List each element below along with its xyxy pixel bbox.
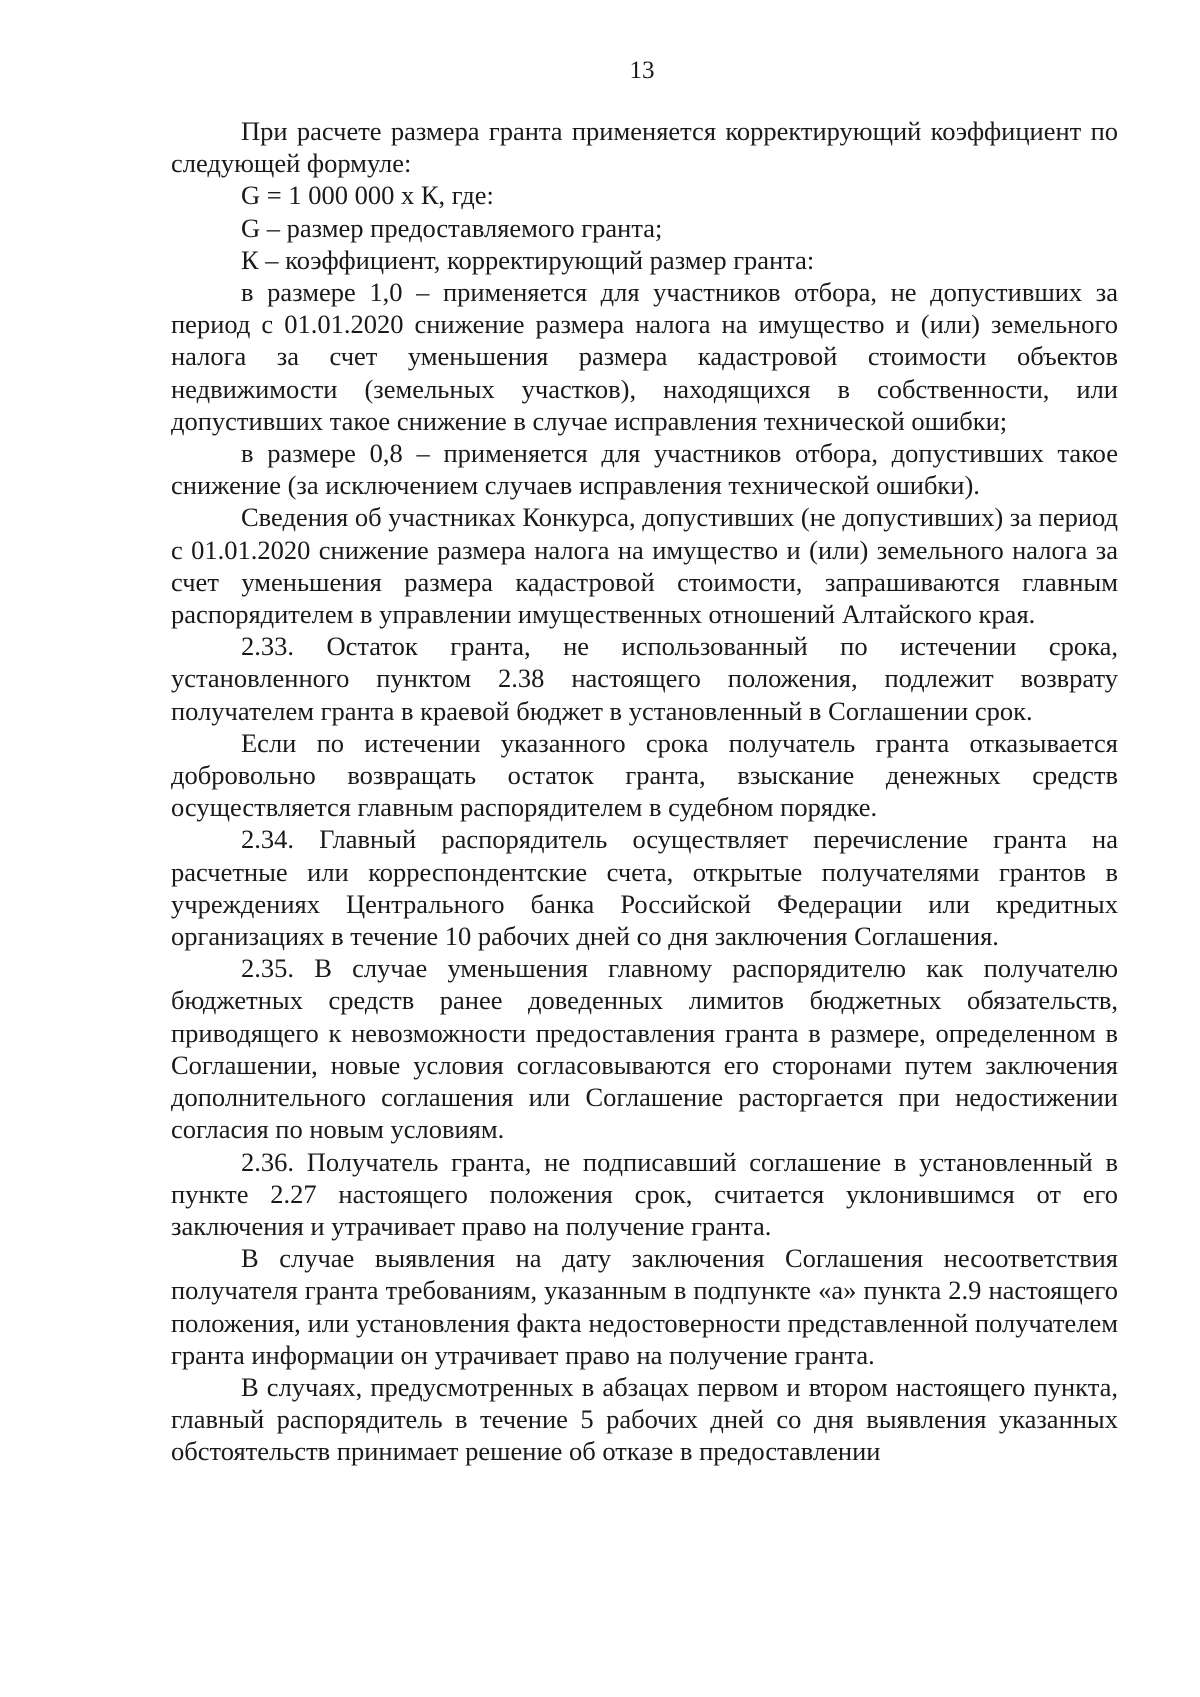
paragraph-formula: G = 1 000 000 х К, где: bbox=[241, 180, 494, 211]
paragraph-coefficient-1-0: в размере 1,0 – применяется для участников отбора, не допустивших за период с 01.01.2020 снижение размера налога на имущество и (или) земельного налога за счет уменьшения размера кадастровой стоимости объектов недвижимости (земельных участков), находящихся в собственности, или допустивших такое снижение в случае исправления технической ошибки; bbox=[171, 277, 1118, 436]
paragraph-2-35: 2.35. В случае уменьшения главному распорядителю как получателю бюджетных средств ранее доведенных лимитов бюджетных обязательств, приводящего к невозможности предоставления гранта в размере, определенном в Соглашении, новые условия согласовываются его сторонами путем заключения дополнительного соглашения или Соглашение расторгается при недостижении согласия по новым условиям. bbox=[171, 953, 1118, 1145]
page-number: 13 bbox=[629, 57, 655, 84]
paragraph-coefficient-0-8: в размере 0,8 – применяется для участников отбора, допустивших такое снижение (за исключением случаев исправления технической ошибки). bbox=[171, 438, 1118, 501]
document-body bbox=[171, 115, 1118, 1468]
paragraph-k-definition: К – коэффициент, корректирующий размер гранта: bbox=[241, 244, 815, 275]
paragraph-2-36-nonconformity: В случае выявления на дату заключения Соглашения несоответствия получателя гранта требованиям, указанным в подпункте «а» пункта 2.9 настоящего положения, или установления факта недостоверности представленной получателем гранта информации он утрачивает право на получение гранта. bbox=[171, 1243, 1118, 1370]
paragraph-2-34: 2.34. Главный распорядитель осуществляет перечисление гранта на расчетные или корреспондентские счета, открытые получателями грантов в учреждениях Центрального банка Российской Федерации или кредитных организациях в течение 10 рабочих дней со дня заключения Соглашения. bbox=[171, 824, 1118, 952]
paragraph-2-36: 2.36. Получатель гранта, не подписавший соглашение в установленный в пункте 2.27 настоящего положения срок, считается уклонившимся от его заключения и утрачивает право на получение гранта. bbox=[171, 1146, 1118, 1241]
paragraph-2-36-refusal: В случаях, предусмотренных в абзацах первом и втором настоящего пункта, главный распорядитель в течение 5 рабочих дней со дня выявления указанных обстоятельств принимает решение об отказе в предоставлении bbox=[171, 1371, 1118, 1467]
paragraph-2-33-enforcement: Если по истечении указанного срока получатель гранта отказывается добровольно возвращать остаток гранта, взыскание денежных средств осуществляется главным распорядителем в судебном порядке. bbox=[171, 727, 1118, 823]
paragraph-g-definition: G – размер предоставляемого гранта; bbox=[241, 212, 663, 243]
paragraph-information-request: Сведения об участниках Конкурса, допустивших (не допустивших) за период с 01.01.2020 снижение размера налога на имущество и (или) земельного налога за счет уменьшения размера кадастровой стоимости, запрашиваются главным распорядителем в управлении имущественных отношений Алтайского края. bbox=[171, 502, 1119, 630]
paragraph-2-33: 2.33. Остаток гранта, не использованный по истечении срока, установленного пунктом 2.38 настоящего положения, подлежит возврату получателем гранта в краевой бюджет в установленный в Соглашении срок. bbox=[171, 631, 1118, 726]
paragraph-formula-intro: При расчете размера гранта применяется корректирующий коэффициент по следующей формуле: bbox=[171, 116, 1118, 179]
